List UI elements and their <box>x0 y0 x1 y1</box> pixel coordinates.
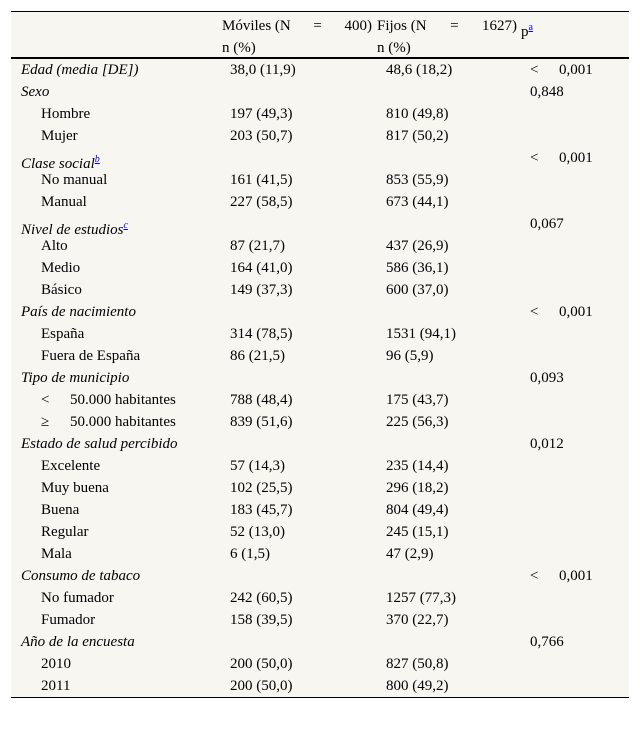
table-row <box>11 301 629 323</box>
moviles-value: 200 (50,0) <box>230 678 293 694</box>
fijos-value: 586 (36,1) <box>386 260 449 276</box>
row-label-text: 50.000 habitantes <box>70 392 176 408</box>
row-label <box>41 279 82 301</box>
fijos-value: 47 (2,9) <box>386 546 434 562</box>
section-label <box>21 631 135 653</box>
fijos-value: 245 (15,1) <box>386 524 449 540</box>
fijos-value: 370 (22,7) <box>386 612 449 628</box>
moviles-value: 200 (50,0) <box>230 656 293 672</box>
row-label-text: 50.000 habitantes <box>70 414 176 430</box>
moviles-value: 149 (37,3) <box>230 282 293 298</box>
header-moviles <box>222 15 372 59</box>
row-label-text: Excelente <box>41 458 101 474</box>
section-label <box>21 59 138 81</box>
fijos-value: 48,6 (18,2) <box>386 62 453 78</box>
row-label-text: 2011 <box>41 678 71 694</box>
p-value <box>530 147 593 169</box>
header-fijos <box>377 15 517 59</box>
header-moviles-eq: = <box>313 18 322 34</box>
p-value-text: 0,001 <box>559 62 593 78</box>
fijos-value: 296 (18,2) <box>386 480 449 496</box>
moviles-value: 6 (1,5) <box>230 546 270 562</box>
table-row <box>11 653 629 675</box>
section-label <box>21 433 178 455</box>
table-row <box>11 323 629 345</box>
fijos-value: 673 (44,1) <box>386 194 449 210</box>
row-label-text: No manual <box>41 172 108 188</box>
row-label-text: Buena <box>41 502 80 518</box>
p-value-text: 0,012 <box>530 436 564 452</box>
header-fijos-eq: = <box>450 18 459 34</box>
footnote-link-c[interactable]: c <box>123 220 128 231</box>
p-value-text: 0,067 <box>530 216 564 232</box>
fijos-value: 1257 (77,3) <box>386 590 456 606</box>
row-label-text: Sexo <box>21 84 50 100</box>
table-row <box>11 235 629 257</box>
p-value <box>530 433 564 455</box>
row-label <box>41 257 80 279</box>
header-moviles-n: 400) <box>344 18 372 34</box>
p-value <box>530 367 564 389</box>
table-row <box>11 345 629 367</box>
table-row <box>11 191 629 213</box>
table-row <box>11 609 629 631</box>
comparison-symbol: < <box>41 392 50 408</box>
moviles-value: 87 (21,7) <box>230 238 285 254</box>
fijos-value: 1531 (94,1) <box>386 326 456 342</box>
row-label <box>41 609 95 631</box>
table-row <box>11 125 629 147</box>
moviles-value: 788 (48,4) <box>230 392 293 408</box>
row-label <box>41 675 70 697</box>
footnote-link-a[interactable]: a <box>528 22 533 33</box>
row-label <box>41 323 84 345</box>
row-label-text: Mujer <box>41 128 78 144</box>
moviles-value: 102 (25,5) <box>230 480 293 496</box>
row-label <box>41 345 140 367</box>
moviles-value: 158 (39,5) <box>230 612 293 628</box>
section-label <box>21 367 129 389</box>
row-label <box>41 389 176 411</box>
header-fijos-sub: n (%) <box>377 40 411 56</box>
moviles-value: 314 (78,5) <box>230 326 293 342</box>
table-row <box>11 257 629 279</box>
row-label-text: País de nacimiento <box>21 304 136 320</box>
table-row <box>11 675 629 697</box>
table-row <box>11 367 629 389</box>
row-label <box>41 411 176 433</box>
moviles-value: 164 (41,0) <box>230 260 293 276</box>
p-symbol: < <box>530 150 539 166</box>
row-label <box>41 125 78 147</box>
header-fijos-n: 1627) <box>482 18 517 34</box>
row-label-text: Fumador <box>41 612 96 628</box>
table-row <box>11 565 629 587</box>
fijos-value: 225 (56,3) <box>386 414 449 430</box>
row-label-text: Año de la encuesta <box>21 634 135 650</box>
table-row <box>11 169 629 191</box>
fijos-value: 437 (26,9) <box>386 238 449 254</box>
moviles-value: 52 (13,0) <box>230 524 285 540</box>
row-label <box>41 653 71 675</box>
p-value-text: 0,848 <box>530 84 564 100</box>
table-row <box>11 81 629 103</box>
row-label-text: Manual <box>41 194 87 210</box>
table-row <box>11 543 629 565</box>
p-symbol: < <box>530 62 539 78</box>
row-label-text: Nivel de estudios <box>21 222 124 238</box>
row-label-text: Edad (media [DE]) <box>21 62 139 78</box>
fijos-value: 600 (37,0) <box>386 282 449 298</box>
table-row <box>11 499 629 521</box>
row-label-text: 2010 <box>41 656 71 672</box>
row-label-text: Alto <box>41 238 68 254</box>
row-label <box>41 455 100 477</box>
table-row <box>11 455 629 477</box>
fijos-value: 235 (14,4) <box>386 458 449 474</box>
row-label-text: Consumo de tabaco <box>21 568 141 584</box>
row-label-text: Clase social <box>21 156 95 172</box>
row-label-text: Mala <box>41 546 72 562</box>
moviles-value: 38,0 (11,9) <box>230 62 296 78</box>
row-label <box>41 521 88 543</box>
p-value-text: 0,001 <box>559 150 593 166</box>
row-label <box>41 543 72 565</box>
p-value-text: 0,766 <box>530 634 564 650</box>
row-label-text: Tipo de municipio <box>21 370 130 386</box>
fijos-value: 827 (50,8) <box>386 656 449 672</box>
moviles-value: 57 (14,3) <box>230 458 285 474</box>
p-value-text: 0,093 <box>530 370 564 386</box>
table-row <box>11 147 629 172</box>
row-label <box>41 587 114 609</box>
fijos-value: 804 (49,4) <box>386 502 449 518</box>
p-value <box>530 81 564 103</box>
row-label-text: España <box>41 326 85 342</box>
fijos-value: 810 (49,8) <box>386 106 449 122</box>
table-row <box>11 631 629 653</box>
p-value <box>530 631 564 653</box>
header-moviles-label: Móviles (N <box>222 18 291 34</box>
fijos-value: 800 (49,2) <box>386 678 449 694</box>
table-row <box>11 433 629 455</box>
row-label-text: Regular <box>41 524 89 540</box>
fijos-value: 817 (50,2) <box>386 128 449 144</box>
table-row <box>11 411 629 433</box>
row-label-text: Muy buena <box>41 480 109 496</box>
row-label <box>41 191 87 213</box>
data-table <box>11 11 629 698</box>
p-symbol: < <box>530 304 539 320</box>
table-row <box>11 279 629 301</box>
row-label <box>41 477 109 499</box>
fijos-value: 175 (43,7) <box>386 392 449 408</box>
p-value-text: 0,001 <box>559 568 593 584</box>
moviles-value: 203 (50,7) <box>230 128 293 144</box>
row-label-text: Fuera de España <box>41 348 141 364</box>
moviles-value: 183 (45,7) <box>230 502 293 518</box>
moviles-value: 161 (41,5) <box>230 172 293 188</box>
row-label <box>41 169 107 191</box>
row-label-text: No fumador <box>41 590 114 606</box>
table-row <box>11 213 629 238</box>
fijos-value: 853 (55,9) <box>386 172 449 188</box>
p-value <box>530 59 593 81</box>
header-p <box>521 15 533 43</box>
row-label <box>41 499 79 521</box>
row-label <box>41 103 90 125</box>
p-symbol: < <box>530 568 539 584</box>
header-moviles-sub: n (%) <box>222 40 256 56</box>
header-p-label: p <box>521 24 529 40</box>
row-label-text: Hombre <box>41 106 91 122</box>
p-value <box>530 301 593 323</box>
table-header <box>11 12 629 59</box>
moviles-value: 86 (21,5) <box>230 348 285 364</box>
table-body <box>11 59 629 697</box>
row-label <box>41 235 68 257</box>
section-label <box>21 565 140 587</box>
row-label-text: Básico <box>41 282 82 298</box>
p-value <box>530 565 593 587</box>
moviles-value: 242 (60,5) <box>230 590 293 606</box>
table-row <box>11 587 629 609</box>
header-fijos-label: Fijos (N <box>377 18 427 34</box>
comparison-symbol: ≥ <box>41 414 50 430</box>
section-label <box>21 81 49 103</box>
p-value-text: 0,001 <box>559 304 593 320</box>
footnote-link-b[interactable]: b <box>94 154 100 165</box>
moviles-value: 839 (51,6) <box>230 414 293 430</box>
row-label-text: Medio <box>41 260 81 276</box>
moviles-value: 227 (58,5) <box>230 194 293 210</box>
section-label <box>21 301 136 323</box>
table-row <box>11 103 629 125</box>
table-row <box>11 59 629 81</box>
table-row <box>11 477 629 499</box>
row-label-text: Estado de salud percibido <box>21 436 178 452</box>
p-value <box>530 213 564 235</box>
table-row <box>11 521 629 543</box>
table-row <box>11 389 629 411</box>
fijos-value: 96 (5,9) <box>386 348 434 364</box>
moviles-value: 197 (49,3) <box>230 106 293 122</box>
